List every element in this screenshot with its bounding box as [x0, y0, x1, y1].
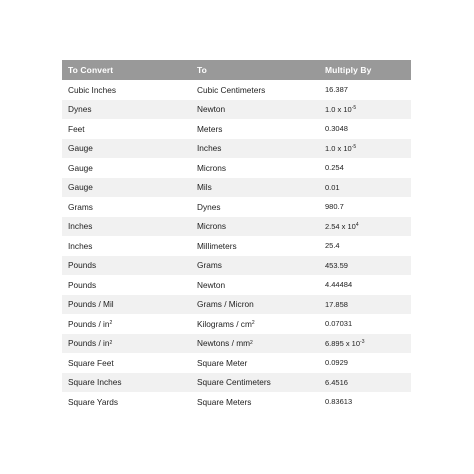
cell-multiply-by [322, 242, 411, 250]
cell-to-superscript: 2 [250, 339, 253, 346]
cell-to-convert [62, 86, 192, 94]
cell-multiply-by [322, 340, 411, 348]
cell-to-convert-text: Pounds / in [68, 338, 110, 349]
table-row [62, 197, 411, 217]
cell-multiply-by-text: 0.07031 [325, 319, 353, 328]
cell-to [192, 164, 322, 172]
table-row [62, 100, 411, 120]
cell-multiply-by [322, 398, 411, 406]
cell-to-convert-text: Gauge [68, 143, 93, 154]
cell-multiply-by [322, 223, 411, 231]
cell-multiply-by [322, 359, 411, 367]
cell-to [192, 261, 322, 269]
table-row [62, 256, 411, 276]
cell-to [192, 300, 322, 308]
table-row [62, 178, 411, 198]
cell-to-convert-text: Dynes [68, 104, 92, 115]
cell-to-convert [62, 242, 192, 250]
cell-multiply-by-text: 453.59 [325, 260, 348, 270]
cell-to [192, 125, 322, 133]
table-row [62, 158, 411, 178]
table-row [62, 275, 411, 295]
cell-to [192, 359, 322, 367]
cell-to-convert [62, 398, 192, 406]
cell-multiply-by-text: 0.3048 [325, 124, 348, 133]
cell-to [192, 183, 322, 191]
cell-multiply-by-text: 1.0 x 10 [325, 143, 352, 153]
cell-to [192, 378, 322, 386]
cell-multiply-by [322, 203, 411, 211]
cell-multiply-by [322, 125, 411, 133]
cell-multiply-by [322, 379, 411, 387]
cell-to-convert [62, 339, 192, 347]
header-to: To [197, 64, 207, 75]
cell-multiply-by [322, 106, 411, 114]
cell-multiply-by-text: 16.387 [325, 85, 348, 94]
conversion-table [62, 60, 411, 412]
cell-to-convert [62, 320, 192, 328]
cell-to-superscript: 2 [251, 320, 255, 327]
table-row [62, 295, 411, 315]
cell-to-convert [62, 261, 192, 269]
cell-multiply-by-text: 0.01 [325, 182, 340, 192]
header-to-convert: To Convert [68, 64, 114, 75]
table-row [62, 392, 411, 412]
table-row [62, 119, 411, 139]
cell-to-text: Square Centimeters [197, 377, 271, 388]
cell-to-convert [62, 125, 192, 133]
table-row [62, 236, 411, 256]
cell-to-convert-text: Square Feet [68, 357, 114, 368]
cell-multiply-by-text: 0.83613 [325, 397, 353, 406]
cell-to-convert [62, 300, 192, 308]
cell-multiply-by [322, 262, 411, 270]
cell-to-convert-superscript: 2 [109, 339, 113, 346]
cell-multiply-by-text: 2.54 x 10 [325, 221, 356, 231]
cell-multiply-by [322, 301, 411, 309]
cell-to-convert [62, 222, 192, 230]
cell-to [192, 105, 322, 113]
cell-to-text: Millimeters [197, 240, 237, 251]
cell-multiply-by-text: 25.4 [325, 241, 340, 250]
cell-to [192, 203, 322, 211]
cell-multiply-by-text: 1.0 x 10 [325, 104, 352, 114]
cell-to-text: Inches [197, 143, 222, 154]
cell-multiply-by [322, 145, 411, 153]
cell-to-convert-text: Pounds [68, 279, 97, 290]
cell-multiply-by-superscript: -5 [351, 144, 357, 150]
cell-to-convert-text: Grams [68, 201, 93, 212]
cell-to-text: Microns [197, 221, 227, 232]
cell-to-convert-text: Inches [68, 221, 93, 232]
cell-to-convert-text: Pounds / Mil [68, 299, 114, 310]
cell-to-text: Square Meter [197, 357, 248, 368]
cell-to-convert [62, 164, 192, 172]
cell-to-text: Cubic Centimeters [197, 84, 266, 95]
table-header [62, 60, 411, 80]
cell-multiply-by [322, 184, 411, 192]
cell-to-convert-text: Square Inches [68, 377, 122, 388]
table-row [62, 314, 411, 334]
cell-to-convert [62, 281, 192, 289]
cell-multiply-by-superscript: -3 [360, 339, 365, 345]
cell-to-convert [62, 183, 192, 191]
cell-to-text: Microns [197, 162, 227, 173]
cell-to-convert [62, 359, 192, 367]
cell-to-convert-superscript: 2 [109, 320, 113, 327]
cell-to-convert-text: Pounds / in [68, 318, 110, 329]
table-row [62, 139, 411, 159]
cell-to-text: Newtons / mm [197, 338, 251, 349]
cell-to-text: Kilograms / cm [197, 318, 252, 329]
cell-multiply-by [322, 86, 411, 94]
cell-multiply-by-text: 6.895 x 10 [325, 338, 361, 348]
cell-multiply-by [322, 164, 411, 172]
cell-to-convert-text: Pounds [68, 260, 97, 271]
cell-multiply-by [322, 281, 411, 289]
cell-multiply-by-text: 6.4516 [325, 377, 348, 387]
cell-to-convert-text: Square Yards [68, 396, 118, 407]
cell-to [192, 222, 322, 230]
cell-to [192, 398, 322, 406]
cell-to [192, 339, 322, 347]
cell-to-convert [62, 105, 192, 113]
table-row [62, 334, 411, 354]
cell-to-text: Meters [197, 123, 223, 134]
cell-multiply-by-text: 17.858 [325, 299, 348, 309]
table-body [62, 80, 411, 412]
table-row [62, 80, 411, 100]
cell-to-text: Newton [197, 104, 226, 115]
cell-multiply-by-text: 0.254 [325, 163, 344, 172]
table-row [62, 217, 411, 237]
cell-to-text: Dynes [197, 201, 221, 212]
cell-multiply-by-text: 0.0929 [325, 358, 348, 367]
cell-to-convert-text: Inches [68, 240, 93, 251]
table-row [62, 373, 411, 393]
cell-to-convert [62, 378, 192, 386]
cell-multiply-by-superscript: -5 [351, 105, 357, 111]
cell-to-text: Newton [197, 279, 226, 290]
cell-multiply-by [322, 320, 411, 328]
cell-to-convert [62, 144, 192, 152]
table-row [62, 353, 411, 373]
cell-multiply-by-superscript: 4 [355, 222, 359, 228]
cell-to-convert-text: Cubic Inches [68, 84, 116, 95]
cell-to [192, 86, 322, 94]
cell-to-convert-text: Gauge [68, 182, 93, 193]
header-multiply-by: Multiply By [325, 64, 372, 75]
cell-to-text: Square Meters [197, 396, 252, 407]
cell-to-convert-text: Gauge [68, 162, 93, 173]
cell-to [192, 144, 322, 152]
cell-to [192, 281, 322, 289]
cell-to-convert [62, 203, 192, 211]
cell-to [192, 320, 322, 328]
cell-to-text: Grams [197, 260, 222, 271]
cell-to-text: Grams / Micron [197, 299, 254, 310]
cell-multiply-by-text: 980.7 [325, 202, 344, 211]
cell-to-convert-text: Feet [68, 123, 85, 134]
cell-to-text: Mils [197, 182, 212, 193]
cell-multiply-by-text: 4.44484 [325, 280, 353, 289]
cell-to [192, 242, 322, 250]
